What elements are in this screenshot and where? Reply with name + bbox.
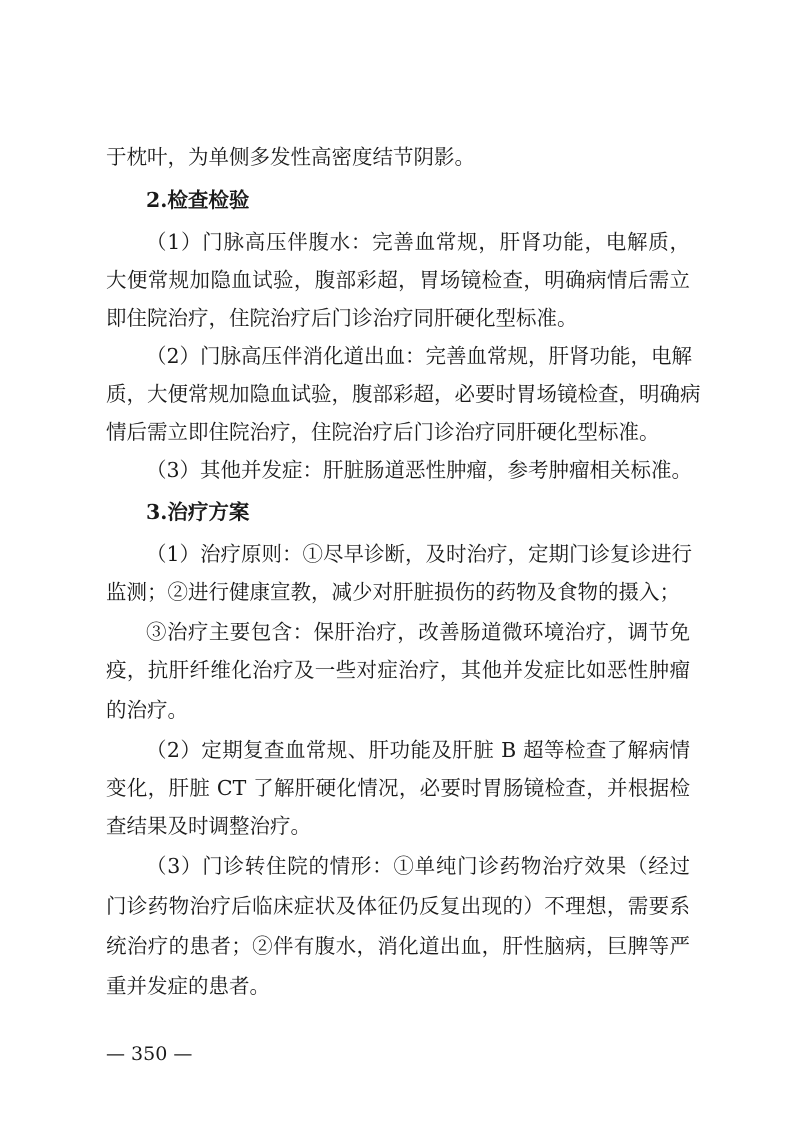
text-line: 质，大便常规加隐血试验，腹部彩超，必要时胃场镜检查，明确病 — [106, 382, 701, 406]
text-line: 查结果及时调整治疗。 — [106, 814, 311, 838]
text-line: 变化，肝脏 CT 了解肝硬化情况，必要时胃肠镜检查，并根据检 — [106, 776, 690, 800]
text-line: 疫，抗肝纤维化治疗及一些对症治疗，其他并发症比如恶性肿瘤 — [106, 658, 690, 682]
text-line: 于枕叶，为单侧多发性高密度结节阴影。 — [106, 145, 475, 169]
text-line: 大便常规加隐血试验，腹部彩超，胃场镜检查，明确病情后需立 — [106, 268, 690, 292]
text-line: （2）定期复查血常规、肝功能及肝脏 B 超等检查了解病情 — [146, 738, 690, 762]
text-line: ③治疗主要包含：保肝治疗，改善肠道微环境治疗，调节免 — [146, 620, 690, 644]
text-line: （1）治疗原则：①尽早诊断，及时治疗，定期门诊复诊进行 — [146, 542, 693, 566]
text-line: 情后需立即住院治疗，住院治疗后门诊治疗同肝硬化型标准。 — [106, 420, 660, 444]
text-line: 统治疗的患者；②伴有腹水，消化道出血，肝性脑病，巨脾等严 — [106, 934, 690, 958]
text-line: 重并发症的患者。 — [106, 974, 270, 998]
page-number: — 350 — — [106, 1043, 193, 1065]
text-line: （3）其他并发症：肝脏肠道恶性肿瘤，参考肿瘤相关标准。 — [146, 458, 693, 482]
text-line: 门诊药物治疗后临床症状及体征仍反复出现的）不理想，需要系 — [106, 894, 690, 918]
text-line: （1）门脉高压伴腹水：完善血常规，肝肾功能，电解质， — [146, 230, 690, 254]
section-heading: 2.检查检验 — [146, 188, 250, 212]
text-line: （3）门诊转住院的情形：①单纯门诊药物治疗效果（经过 — [146, 854, 690, 878]
text-line: （2）门脉高压伴消化道出血：完善血常规，肝肾功能，电解 — [146, 344, 693, 368]
text-line: 监测；②进行健康宣教，减少对肝脏损伤的药物及食物的摄入； — [106, 580, 680, 604]
section-heading: 3.治疗方案 — [146, 500, 250, 524]
text-line: 即住院治疗，住院治疗后门诊治疗同肝硬化型标准。 — [106, 306, 578, 330]
text-line: 的治疗。 — [106, 698, 188, 722]
